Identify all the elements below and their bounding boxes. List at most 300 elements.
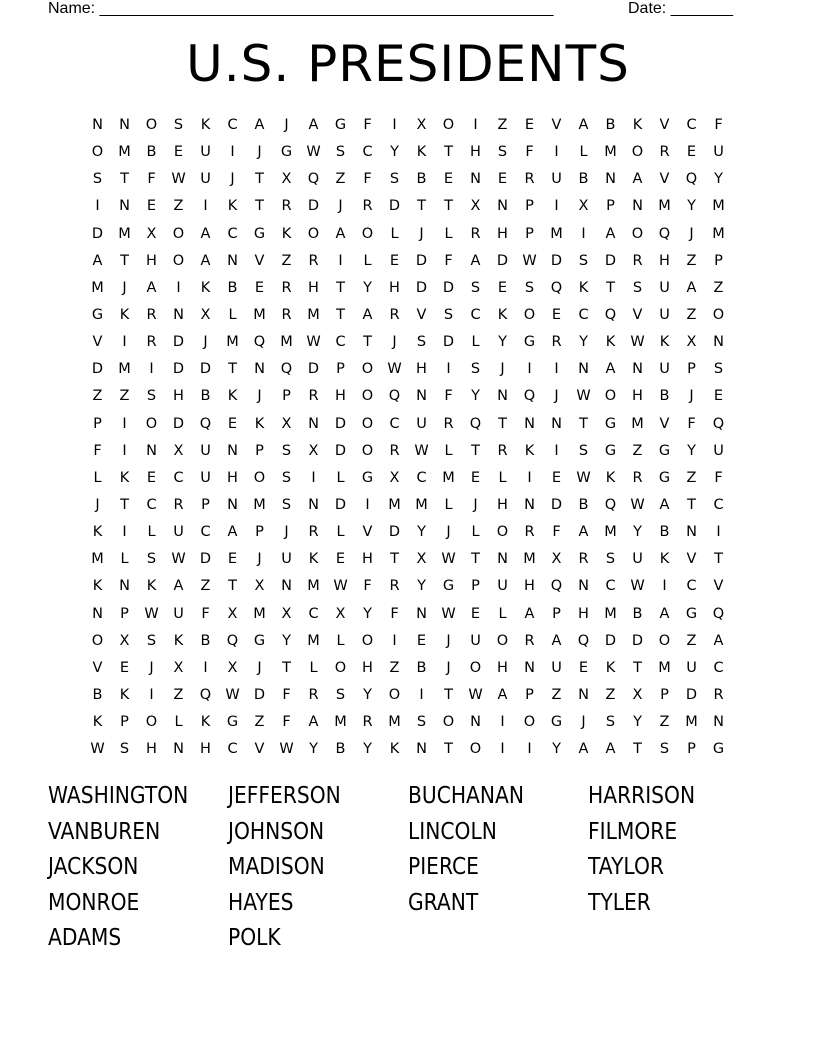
grid-letter[interactable]: T (471, 442, 480, 459)
grid-letter[interactable]: U (173, 605, 184, 622)
grid-letter[interactable]: R (524, 632, 535, 649)
grid-letter[interactable]: J (392, 334, 397, 351)
grid-letter[interactable]: H (578, 605, 589, 622)
grid-letter[interactable]: K (497, 306, 508, 323)
grid-letter[interactable]: R (281, 198, 292, 215)
grid-letter[interactable]: R (632, 252, 643, 269)
grid-letter[interactable]: E (416, 632, 427, 649)
grid-letter[interactable]: U (200, 442, 211, 459)
grid-letter[interactable]: T (633, 659, 642, 676)
grid-letter[interactable]: A (200, 252, 211, 269)
grid-letter[interactable]: G (523, 334, 536, 351)
grid-letter[interactable]: V (254, 252, 265, 269)
grid-letter[interactable]: T (255, 198, 264, 215)
grid-letter[interactable]: R (389, 306, 400, 323)
grid-letter[interactable]: D (307, 198, 320, 215)
grid-letter[interactable]: C (416, 469, 427, 486)
grid-letter[interactable]: B (200, 388, 211, 405)
grid-letter[interactable]: E (389, 252, 400, 269)
grid-letter[interactable]: D (199, 551, 212, 568)
grid-letter[interactable]: A (200, 225, 211, 242)
grid-letter[interactable]: M (550, 225, 563, 242)
grid-letter[interactable]: I (554, 144, 559, 161)
grid-letter[interactable]: Z (254, 714, 265, 731)
grid-letter[interactable]: B (578, 171, 589, 188)
grid-letter[interactable]: X (470, 198, 481, 215)
grid-letter[interactable]: U (686, 659, 697, 676)
grid-letter[interactable]: Q (388, 388, 401, 405)
grid-letter[interactable]: C (335, 334, 346, 351)
name-field-line[interactable]: Name: ___________________________________________________ (48, 0, 554, 17)
grid-letter[interactable]: D (91, 361, 104, 378)
grid-letter[interactable]: B (632, 605, 643, 622)
grid-letter[interactable]: K (119, 686, 130, 703)
grid-letter[interactable]: O (91, 144, 104, 161)
grid-letter[interactable]: M (307, 306, 320, 323)
grid-letter[interactable]: I (338, 252, 343, 269)
grid-letter[interactable]: Z (632, 442, 643, 459)
grid-letter[interactable]: Z (686, 306, 697, 323)
grid-letter[interactable]: W (387, 361, 402, 378)
grid-letter[interactable]: J (689, 225, 694, 242)
grid-letter[interactable]: A (362, 306, 373, 323)
grid-letter[interactable]: D (415, 279, 428, 296)
grid-letter[interactable]: S (470, 279, 481, 296)
grid-letter[interactable]: J (419, 225, 424, 242)
grid-letter[interactable]: M (523, 551, 536, 568)
grid-letter[interactable]: H (173, 388, 184, 405)
grid-letter[interactable]: A (605, 225, 616, 242)
grid-letter[interactable]: P (525, 198, 534, 215)
grid-letter[interactable]: J (257, 144, 262, 161)
grid-letter[interactable]: Z (173, 198, 184, 215)
grid-letter[interactable]: M (118, 361, 131, 378)
grid-letter[interactable]: F (714, 469, 723, 486)
grid-letter[interactable]: M (118, 144, 131, 161)
grid-letter[interactable]: O (361, 632, 374, 649)
grid-letter[interactable]: C (686, 578, 697, 595)
grid-letter[interactable]: P (93, 415, 102, 432)
grid-letter[interactable]: C (227, 741, 238, 758)
grid-letter[interactable]: M (118, 225, 131, 242)
grid-letter[interactable]: Q (550, 578, 563, 595)
grid-letter[interactable]: C (227, 117, 238, 133)
grid-letter[interactable]: V (362, 524, 373, 541)
grid-letter[interactable]: C (578, 306, 589, 323)
grid-letter[interactable]: X (146, 225, 157, 242)
grid-letter[interactable]: V (686, 551, 697, 568)
grid-letter[interactable]: R (632, 469, 643, 486)
grid-letter[interactable]: I (554, 361, 559, 378)
grid-letter[interactable]: P (471, 578, 480, 595)
grid-letter[interactable]: S (146, 551, 157, 568)
grid-letter[interactable]: I (554, 198, 559, 215)
grid-letter[interactable]: N (92, 605, 103, 622)
grid-letter[interactable]: K (200, 279, 211, 296)
grid-letter[interactable]: U (497, 578, 508, 595)
grid-letter[interactable]: R (659, 144, 670, 161)
grid-letter[interactable]: V (659, 117, 670, 133)
grid-letter[interactable]: M (388, 714, 401, 731)
grid-letter[interactable]: S (416, 334, 427, 351)
grid-letter[interactable]: G (550, 714, 563, 731)
grid-letter[interactable]: Q (712, 605, 725, 622)
grid-letter[interactable]: A (227, 524, 238, 541)
grid-letter[interactable]: R (308, 388, 319, 405)
grid-letter[interactable]: K (227, 198, 238, 215)
grid-letter[interactable]: Z (389, 659, 400, 676)
grid-letter[interactable]: A (605, 361, 616, 378)
grid-letter[interactable]: O (523, 714, 536, 731)
grid-letter[interactable]: I (527, 741, 532, 758)
grid-letter[interactable]: B (146, 144, 157, 161)
grid-letter[interactable]: U (713, 144, 724, 161)
grid-letter[interactable]: M (712, 225, 725, 242)
grid-letter[interactable]: Q (604, 496, 617, 513)
grid-letter[interactable]: H (632, 388, 643, 405)
grid-letter[interactable]: P (552, 605, 561, 622)
grid-letter[interactable]: Y (363, 605, 372, 622)
grid-letter[interactable]: Y (687, 442, 696, 459)
grid-letter[interactable]: N (308, 496, 319, 513)
grid-letter[interactable]: M (307, 632, 320, 649)
grid-letter[interactable]: R (308, 524, 319, 541)
grid-letter[interactable]: G (658, 469, 671, 486)
grid-letter[interactable]: H (497, 659, 508, 676)
grid-letter[interactable]: I (95, 198, 100, 215)
grid-letter[interactable]: T (228, 578, 237, 595)
grid-letter[interactable]: K (119, 306, 130, 323)
grid-letter[interactable]: H (362, 551, 373, 568)
grid-letter[interactable]: K (146, 578, 157, 595)
grid-letter[interactable]: S (335, 144, 346, 161)
grid-letter[interactable]: N (416, 388, 427, 405)
grid-letter[interactable]: W (306, 144, 321, 161)
grid-letter[interactable]: W (522, 252, 537, 269)
grid-letter[interactable]: Y (282, 632, 291, 649)
grid-letter[interactable]: N (713, 714, 724, 731)
grid-letter[interactable]: P (687, 741, 696, 758)
grid-letter[interactable]: N (92, 117, 103, 133)
grid-letter[interactable]: N (119, 198, 130, 215)
grid-letter[interactable]: X (281, 171, 292, 188)
grid-letter[interactable]: C (713, 496, 724, 513)
grid-letter[interactable]: Q (604, 306, 617, 323)
grid-letter[interactable]: L (444, 225, 453, 242)
grid-letter[interactable]: C (146, 496, 157, 513)
grid-letter[interactable]: N (470, 171, 481, 188)
grid-letter[interactable]: J (257, 659, 262, 676)
grid-letter[interactable]: M (388, 496, 401, 513)
grid-letter[interactable]: K (659, 334, 670, 351)
grid-letter[interactable]: U (416, 415, 427, 432)
grid-letter[interactable]: P (714, 252, 723, 269)
grid-letter[interactable]: G (253, 632, 266, 649)
grid-letter[interactable]: Q (550, 279, 563, 296)
grid-letter[interactable]: M (604, 144, 617, 161)
grid-letter[interactable]: K (308, 551, 319, 568)
grid-letter[interactable]: T (633, 741, 642, 758)
grid-letter[interactable]: K (173, 632, 184, 649)
grid-letter[interactable]: O (253, 469, 266, 486)
grid-letter[interactable]: P (282, 388, 291, 405)
grid-letter[interactable]: T (687, 496, 696, 513)
grid-letter[interactable]: W (225, 686, 240, 703)
grid-letter[interactable]: X (254, 578, 265, 595)
grid-letter[interactable]: E (443, 171, 454, 188)
grid-letter[interactable]: D (172, 334, 185, 351)
grid-letter[interactable]: O (604, 388, 617, 405)
grid-letter[interactable]: Z (281, 252, 292, 269)
grid-letter[interactable]: F (390, 605, 399, 622)
grid-letter[interactable]: N (227, 442, 238, 459)
grid-letter[interactable]: S (443, 306, 454, 323)
grid-letter[interactable]: J (446, 659, 451, 676)
grid-letter[interactable]: J (446, 632, 451, 649)
grid-letter[interactable]: H (200, 741, 211, 758)
grid-letter[interactable]: I (662, 578, 667, 595)
grid-letter[interactable]: E (497, 171, 508, 188)
grid-letter[interactable]: O (388, 686, 401, 703)
grid-letter[interactable]: O (334, 659, 347, 676)
grid-letter[interactable]: D (550, 496, 563, 513)
grid-letter[interactable]: M (226, 334, 239, 351)
grid-letter[interactable]: D (388, 198, 401, 215)
grid-letter[interactable]: D (172, 361, 185, 378)
grid-letter[interactable]: S (92, 171, 103, 188)
grid-letter[interactable]: K (92, 524, 103, 541)
grid-letter[interactable]: H (335, 388, 346, 405)
grid-letter[interactable]: P (660, 686, 669, 703)
grid-letter[interactable]: K (605, 334, 616, 351)
grid-letter[interactable]: E (227, 415, 238, 432)
grid-letter[interactable]: L (444, 496, 453, 513)
grid-letter[interactable]: Q (469, 415, 482, 432)
grid-letter[interactable]: Z (92, 388, 103, 405)
grid-letter[interactable]: X (632, 686, 643, 703)
grid-letter[interactable]: R (389, 442, 400, 459)
grid-letter[interactable]: L (93, 469, 102, 486)
grid-letter[interactable]: Q (199, 686, 212, 703)
grid-letter[interactable]: C (389, 415, 400, 432)
grid-letter[interactable]: D (442, 279, 455, 296)
grid-letter[interactable]: Z (119, 388, 130, 405)
grid-letter[interactable]: A (308, 714, 319, 731)
grid-letter[interactable]: N (281, 578, 292, 595)
grid-letter[interactable]: T (363, 334, 372, 351)
grid-letter[interactable]: M (415, 496, 428, 513)
grid-letter[interactable]: T (228, 361, 237, 378)
grid-letter[interactable]: B (578, 496, 589, 513)
grid-letter[interactable]: S (146, 388, 157, 405)
grid-letter[interactable]: X (200, 306, 211, 323)
grid-letter[interactable]: Y (363, 686, 372, 703)
grid-letter[interactable]: N (578, 578, 589, 595)
grid-letter[interactable]: L (147, 524, 156, 541)
grid-letter[interactable]: N (632, 198, 643, 215)
grid-letter[interactable]: B (659, 524, 670, 541)
grid-letter[interactable]: G (442, 578, 455, 595)
grid-letter[interactable]: L (444, 442, 453, 459)
grid-letter[interactable]: M (604, 605, 617, 622)
grid-letter[interactable]: U (713, 442, 724, 459)
grid-letter[interactable]: F (201, 605, 210, 622)
grid-letter[interactable]: Z (497, 117, 508, 133)
grid-letter[interactable]: E (470, 605, 481, 622)
grid-letter[interactable]: W (171, 551, 186, 568)
grid-letter[interactable]: A (470, 252, 481, 269)
grid-letter[interactable]: L (174, 714, 183, 731)
grid-letter[interactable]: O (361, 361, 374, 378)
grid-letter[interactable]: I (176, 279, 181, 296)
grid-letter[interactable]: Y (498, 334, 507, 351)
grid-letter[interactable]: D (253, 686, 266, 703)
grid-letter[interactable]: R (551, 334, 562, 351)
grid-letter[interactable]: T (417, 198, 426, 215)
grid-letter[interactable]: E (227, 551, 238, 568)
grid-letter[interactable]: D (604, 252, 617, 269)
grid-letter[interactable]: A (308, 117, 319, 133)
grid-letter[interactable]: G (361, 469, 374, 486)
grid-letter[interactable]: Y (471, 388, 480, 405)
grid-letter[interactable]: N (497, 198, 508, 215)
grid-letter[interactable]: N (227, 496, 238, 513)
grid-letter[interactable]: Q (199, 415, 212, 432)
grid-letter[interactable]: I (527, 469, 532, 486)
grid-letter[interactable]: X (578, 198, 589, 215)
grid-letter[interactable]: R (308, 252, 319, 269)
grid-letter[interactable]: K (524, 442, 535, 459)
grid-letter[interactable]: J (95, 496, 100, 513)
grid-letter[interactable]: O (469, 659, 482, 676)
grid-letter[interactable]: A (335, 225, 346, 242)
grid-letter[interactable]: P (255, 524, 264, 541)
grid-letter[interactable]: I (419, 686, 424, 703)
grid-letter[interactable]: O (496, 632, 509, 649)
grid-letter[interactable]: L (390, 225, 399, 242)
grid-letter[interactable]: U (281, 551, 292, 568)
grid-letter[interactable]: H (497, 496, 508, 513)
grid-letter[interactable]: I (203, 198, 208, 215)
grid-letter[interactable]: X (227, 659, 238, 676)
grid-letter[interactable]: L (471, 334, 480, 351)
grid-letter[interactable]: O (523, 306, 536, 323)
grid-letter[interactable]: I (122, 334, 127, 351)
grid-letter[interactable]: H (470, 144, 481, 161)
grid-letter[interactable]: A (497, 686, 508, 703)
grid-letter[interactable]: U (659, 306, 670, 323)
grid-letter[interactable]: X (281, 415, 292, 432)
grid-letter[interactable]: W (441, 551, 456, 568)
grid-letter[interactable]: D (631, 632, 644, 649)
grid-letter[interactable]: Y (309, 741, 318, 758)
grid-letter[interactable]: R (281, 306, 292, 323)
grid-letter[interactable]: Q (712, 415, 725, 432)
grid-letter[interactable]: F (282, 686, 291, 703)
grid-letter[interactable]: L (336, 469, 345, 486)
grid-letter[interactable]: R (443, 415, 454, 432)
grid-letter[interactable]: Y (417, 578, 426, 595)
grid-letter[interactable]: C (362, 144, 373, 161)
grid-letter[interactable]: I (122, 442, 127, 459)
grid-letter[interactable]: T (606, 279, 615, 296)
grid-letter[interactable]: V (416, 306, 427, 323)
grid-letter[interactable]: N (524, 415, 535, 432)
grid-letter[interactable]: J (284, 524, 289, 541)
grid-letter[interactable]: S (524, 279, 535, 296)
grid-letter[interactable]: A (659, 496, 670, 513)
grid-letter[interactable]: W (468, 686, 483, 703)
grid-letter[interactable]: G (658, 442, 671, 459)
grid-letter[interactable]: S (173, 117, 184, 133)
grid-letter[interactable]: L (498, 469, 507, 486)
grid-letter[interactable]: U (200, 144, 211, 161)
grid-letter[interactable]: M (253, 605, 266, 622)
grid-letter[interactable]: K (605, 469, 616, 486)
grid-letter[interactable]: E (497, 279, 508, 296)
grid-letter[interactable]: A (92, 252, 103, 269)
grid-letter[interactable]: X (281, 605, 292, 622)
grid-letter[interactable]: K (200, 714, 211, 731)
grid-letter[interactable]: H (227, 469, 238, 486)
grid-letter[interactable]: N (497, 388, 508, 405)
grid-letter[interactable]: V (92, 659, 103, 676)
grid-letter[interactable]: S (281, 442, 292, 459)
grid-letter[interactable]: F (363, 171, 372, 188)
grid-letter[interactable]: S (281, 496, 292, 513)
grid-letter[interactable]: C (200, 524, 211, 541)
grid-letter[interactable]: F (363, 117, 372, 133)
grid-letter[interactable]: N (713, 334, 724, 351)
grid-letter[interactable]: T (120, 171, 129, 188)
grid-letter[interactable]: E (173, 144, 184, 161)
grid-letter[interactable]: L (579, 144, 588, 161)
grid-letter[interactable]: T (444, 686, 453, 703)
grid-letter[interactable]: Z (173, 686, 184, 703)
grid-letter[interactable]: O (145, 415, 158, 432)
grid-letter[interactable]: D (388, 524, 401, 541)
grid-letter[interactable]: J (149, 659, 154, 676)
grid-letter[interactable]: C (605, 578, 616, 595)
grid-letter[interactable]: S (578, 442, 589, 459)
grid-letter[interactable]: S (605, 714, 616, 731)
grid-letter[interactable]: Y (363, 741, 372, 758)
grid-letter[interactable]: J (338, 198, 343, 215)
grid-letter[interactable]: I (581, 225, 586, 242)
grid-letter[interactable]: O (712, 306, 725, 323)
grid-letter[interactable]: P (120, 605, 129, 622)
grid-letter[interactable]: M (658, 198, 671, 215)
grid-letter[interactable]: Y (714, 171, 723, 188)
grid-letter[interactable]: I (554, 442, 559, 459)
grid-letter[interactable]: S (335, 686, 346, 703)
grid-letter[interactable]: I (311, 469, 316, 486)
grid-letter[interactable]: H (308, 279, 319, 296)
grid-letter[interactable]: U (551, 659, 562, 676)
grid-letter[interactable]: M (253, 496, 266, 513)
grid-letter[interactable]: N (119, 578, 130, 595)
grid-letter[interactable]: U (659, 279, 670, 296)
grid-letter[interactable]: N (227, 252, 238, 269)
grid-letter[interactable]: Z (686, 252, 697, 269)
grid-letter[interactable]: K (92, 714, 103, 731)
grid-letter[interactable]: J (284, 117, 289, 133)
grid-letter[interactable]: T (255, 171, 264, 188)
grid-letter[interactable]: P (336, 361, 345, 378)
grid-letter[interactable]: R (497, 442, 508, 459)
grid-letter[interactable]: E (551, 469, 562, 486)
grid-letter[interactable]: V (254, 741, 265, 758)
